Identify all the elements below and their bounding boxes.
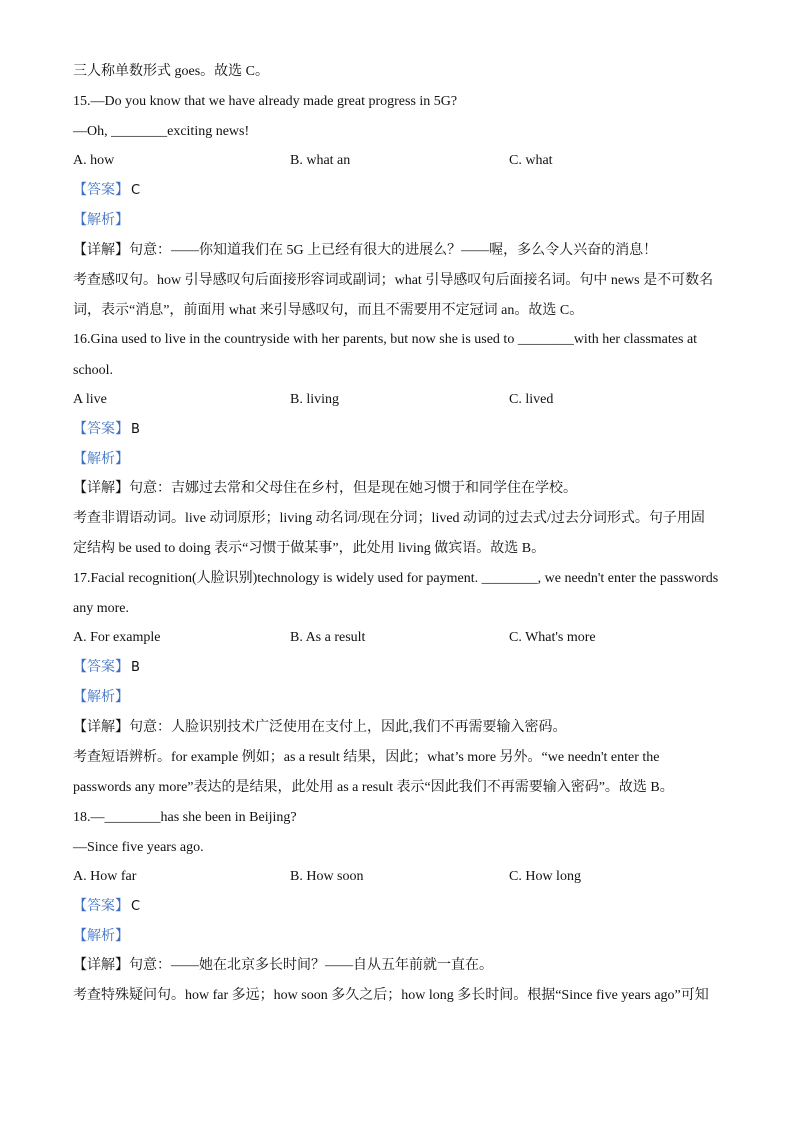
option-b: B. what an (290, 153, 351, 168)
answer-value: C (131, 183, 141, 198)
question-16-options (73, 392, 733, 410)
explanation-line: 【详解】句意：——她在北京多长时间？——自从五年前就一直在。 (73, 958, 493, 973)
option-b: B. How soon (290, 869, 364, 884)
question-15-stem: 15.—Do you know that we have already made great progress in 5G? (73, 94, 458, 109)
explanation-line: 定结构 be used to doing 表示“习惯于做某事”，此处用 living 做宾语。故选 B。 (73, 541, 546, 556)
option-c: C. What's more (509, 630, 596, 645)
answer-value: C (131, 899, 141, 914)
answer-tag: 【答案】 (73, 899, 129, 914)
option-a: A. how (73, 153, 115, 168)
question-15-options (73, 153, 733, 171)
question-18-reply: —Since five years ago. (73, 840, 204, 855)
option-c: C. How long (509, 869, 581, 884)
answer-value: B (131, 422, 140, 437)
analysis-tag: 【解析】 (73, 452, 129, 467)
answer-line (73, 421, 140, 439)
question-16-stem-cont: school. (73, 363, 114, 378)
option-a: A live (73, 392, 107, 407)
option-c: C. lived (509, 392, 554, 407)
explanation-line: 考查短语辨析。for example 例如；as a result 结果，因此；what’s more 另外。“we needn't enter the (73, 750, 660, 765)
answer-value: B (131, 660, 140, 675)
question-17-stem: 17.Facial recognition(人脸识别)technology is widely used for payment. ________, we needn't enter the passwords (73, 571, 719, 586)
question-17-options (73, 630, 733, 648)
analysis-tag: 【解析】 (73, 929, 129, 944)
answer-line (73, 898, 140, 916)
text-line: 三人称单数形式 goes。故选 C。 (73, 64, 269, 79)
analysis-tag: 【解析】 (73, 690, 129, 705)
answer-tag: 【答案】 (73, 422, 129, 437)
option-c: C. what (509, 153, 553, 168)
question-15-reply: —Oh, ________exciting news! (73, 124, 250, 139)
explanation-line: passwords any more”表达的是结果，此处用 as a result 表示“因此我们不再需要输入密码”。故选 B。 (73, 780, 674, 795)
option-a: A. How far (73, 869, 137, 884)
question-16-stem: 16.Gina used to live in the countryside with her parents, but now she is used to ________with her classmates at (73, 332, 698, 347)
option-b: B. living (290, 392, 340, 407)
explanation-line: 【详解】句意：——你知道我们在 5G 上已经有很大的进展么？——喔，多么令人兴奋的消息！ (73, 243, 658, 258)
explanation-line: 【详解】句意：吉娜过去常和父母住在乡村，但是现在她习惯于和同学住在学校。 (73, 481, 577, 496)
option-a: A. For example (73, 630, 161, 645)
explanation-line: 考查感叹句。how 引导感叹句后面接形容词或副词；what 引导感叹句后面接名词。句中 news 是不可数名 (73, 273, 714, 288)
answer-tag: 【答案】 (73, 660, 129, 675)
question-17-stem-cont: any more. (73, 601, 129, 616)
explanation-line: 词，表示“消息”，前面用 what 来引导感叹句，而且不需要用不定冠词 an。故选 C。 (73, 303, 584, 318)
explanation-line: 考查非谓语动词。live 动词原形；living 动名词/现在分词；lived 动词的过去式/过去分词形式。句子用固 (73, 511, 705, 526)
answer-line (73, 182, 140, 200)
explanation-line: 【详解】句意：人脸识别技术广泛使用在支付上，因此,我们不再需要输入密码。 (73, 720, 567, 735)
answer-tag: 【答案】 (73, 183, 129, 198)
option-b: B. As a result (290, 630, 366, 645)
question-18-stem: 18.—________has she been in Beijing? (73, 810, 297, 825)
answer-line (73, 659, 140, 677)
question-18-options (73, 869, 733, 887)
analysis-tag: 【解析】 (73, 213, 129, 228)
explanation-line: 考查特殊疑问句。how far 多远；how soon 多久之后；how long 多长时间。根据“Since five years ago”可知 (73, 988, 709, 1003)
